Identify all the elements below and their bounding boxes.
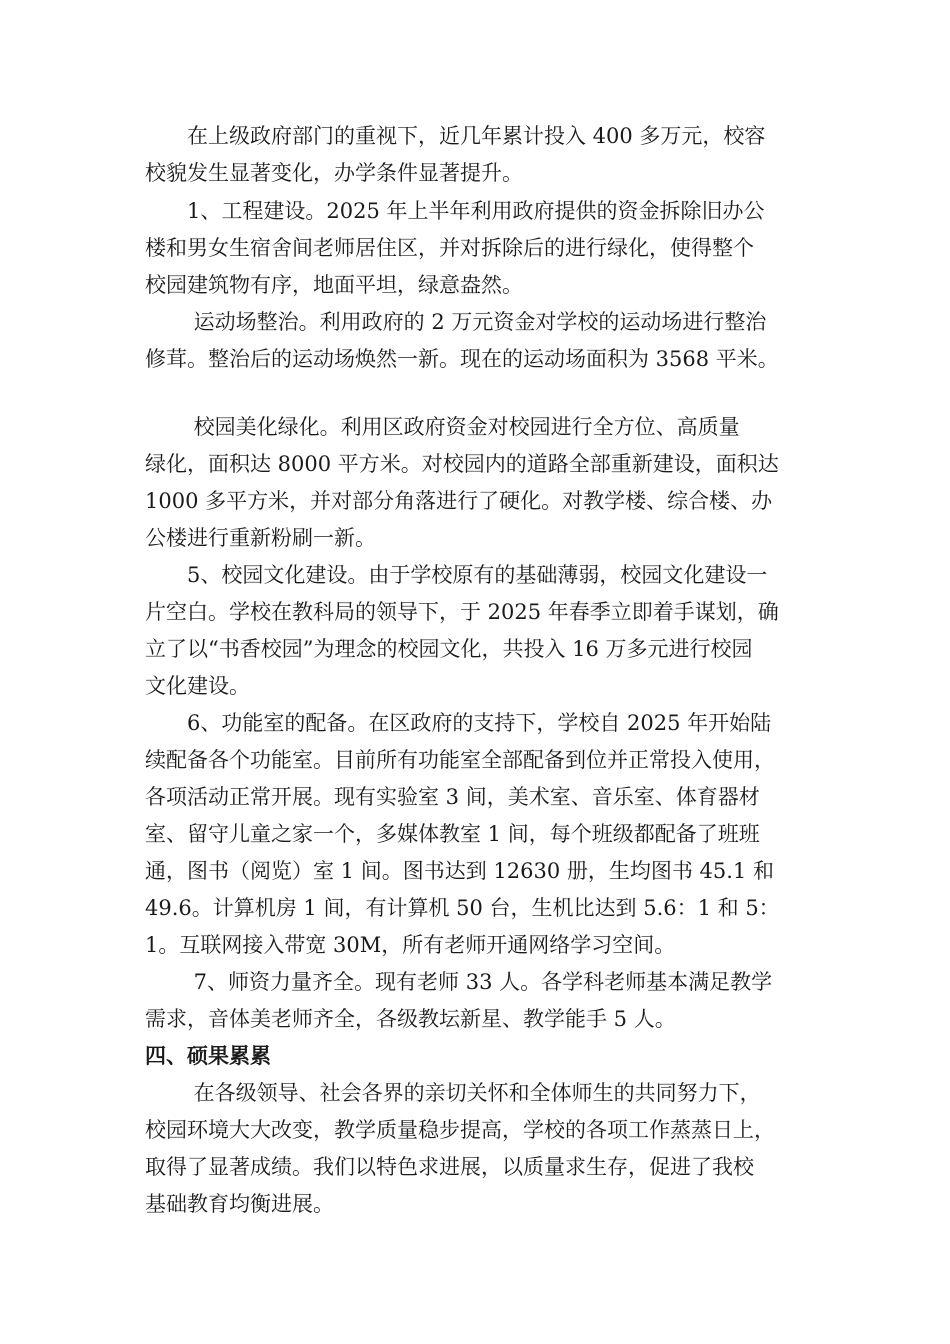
paragraph-greening [145, 409, 835, 557]
text-line: 运动场整治。利用政府的 2 万元资金对学校的运动场进行整治 [145, 310, 767, 334]
paragraph-investment-intro [145, 118, 835, 192]
text-line: 6、功能室的配备。在区政府的支持下，学校自 2025 年开始陆 [145, 711, 772, 735]
text-line: 片空白。学校在教科局的领导下，于 2025 年春季立即着手谋划，确 [145, 600, 779, 624]
text-line: 在上级政府部门的重视下，近几年累计投入 400 多万元，校容 [145, 124, 766, 148]
text-line: 楼和男女生宿舍间老师居住区，并对拆除后的进行绿化，使得整个 [145, 236, 754, 260]
text-line: 校园美化绿化。利用区政府资金对校园进行全方位、高质量 [145, 415, 740, 439]
text-line: 绿化，面积达 8000 平方米。对校园内的道路全部重新建设，面积达 [145, 452, 779, 476]
text-line: 各项活动正常开展。现有实验室 3 间，美术室、音乐室、体育器材 [145, 785, 760, 809]
text-line: 1、工程建设。2025 年上半年利用政府提供的资金拆除旧办公 [145, 199, 765, 223]
text-line: 文化建设。 [145, 674, 250, 698]
text-line: 续配备各个功能室。目前所有功能室全部配备到位并正常投入使用， [145, 748, 775, 772]
text-line: 校貌发生显著变化，办学条件显著提升。 [145, 161, 523, 185]
text-line: 取得了显著成绩。我们以特色求进展，以质量求生存，促进了我校 [145, 1155, 754, 1179]
section-heading: 四、硕果累累 [145, 1044, 271, 1068]
text-line: 校园环境大大改变，教学质量稳步提高，学校的各项工作蒸蒸日上， [145, 1118, 775, 1142]
text-line: 7、师资力量齐全。现有老师 33 人。各学科老师基本满足教学 [145, 970, 773, 994]
paragraph-campus-culture [145, 557, 835, 705]
text-line: 1。互联网接入带宽 30M，所有老师开通网络学习空间。 [145, 933, 676, 957]
paragraph-achievements [145, 1075, 835, 1223]
text-line: 校园建筑物有序，地面平坦，绿意盎然。 [145, 273, 523, 297]
text-line: 室、留守儿童之家一个，多媒体教室 1 间，每个班级都配备了班班 [145, 822, 760, 846]
text-line: 公楼进行重新粉刷一新。 [145, 526, 376, 550]
text-line: 49.6。计算机房 1 间，有计算机 50 台，生机比达到 5.6：1 和 5： [145, 896, 780, 920]
paragraph-engineering [145, 193, 835, 304]
text-line: 基础教育均衡进展。 [145, 1192, 334, 1216]
text-line: 1000 多平方米，并对部分角落进行了硬化。对教学楼、综合楼、办 [145, 489, 773, 513]
text-line: 在各级领导、社会各界的亲切关怀和全体师生的共同努力下， [145, 1081, 761, 1105]
text-line: 需求，音体美老师齐全，各级教坛新星、教学能手 5 人。 [145, 1007, 676, 1031]
text-line: 5、校园文化建设。由于学校原有的基础薄弱，校园文化建设一 [145, 563, 768, 587]
paragraph-sports-field [145, 304, 835, 378]
paragraph-teaching-staff [145, 964, 835, 1038]
text-line: 立了以“书香校园”为理念的校园文化，共投入 16 万多元进行校园 [145, 637, 753, 661]
text-line: 通，图书（阅览）室 1 间。图书达到 12630 册，生均图书 45.1 和 [145, 859, 774, 883]
paragraph-function-rooms [145, 705, 835, 964]
text-line: 修茸。整治后的运动场焕然一新。现在的运动场面积为 3568 平米。 [145, 347, 779, 371]
